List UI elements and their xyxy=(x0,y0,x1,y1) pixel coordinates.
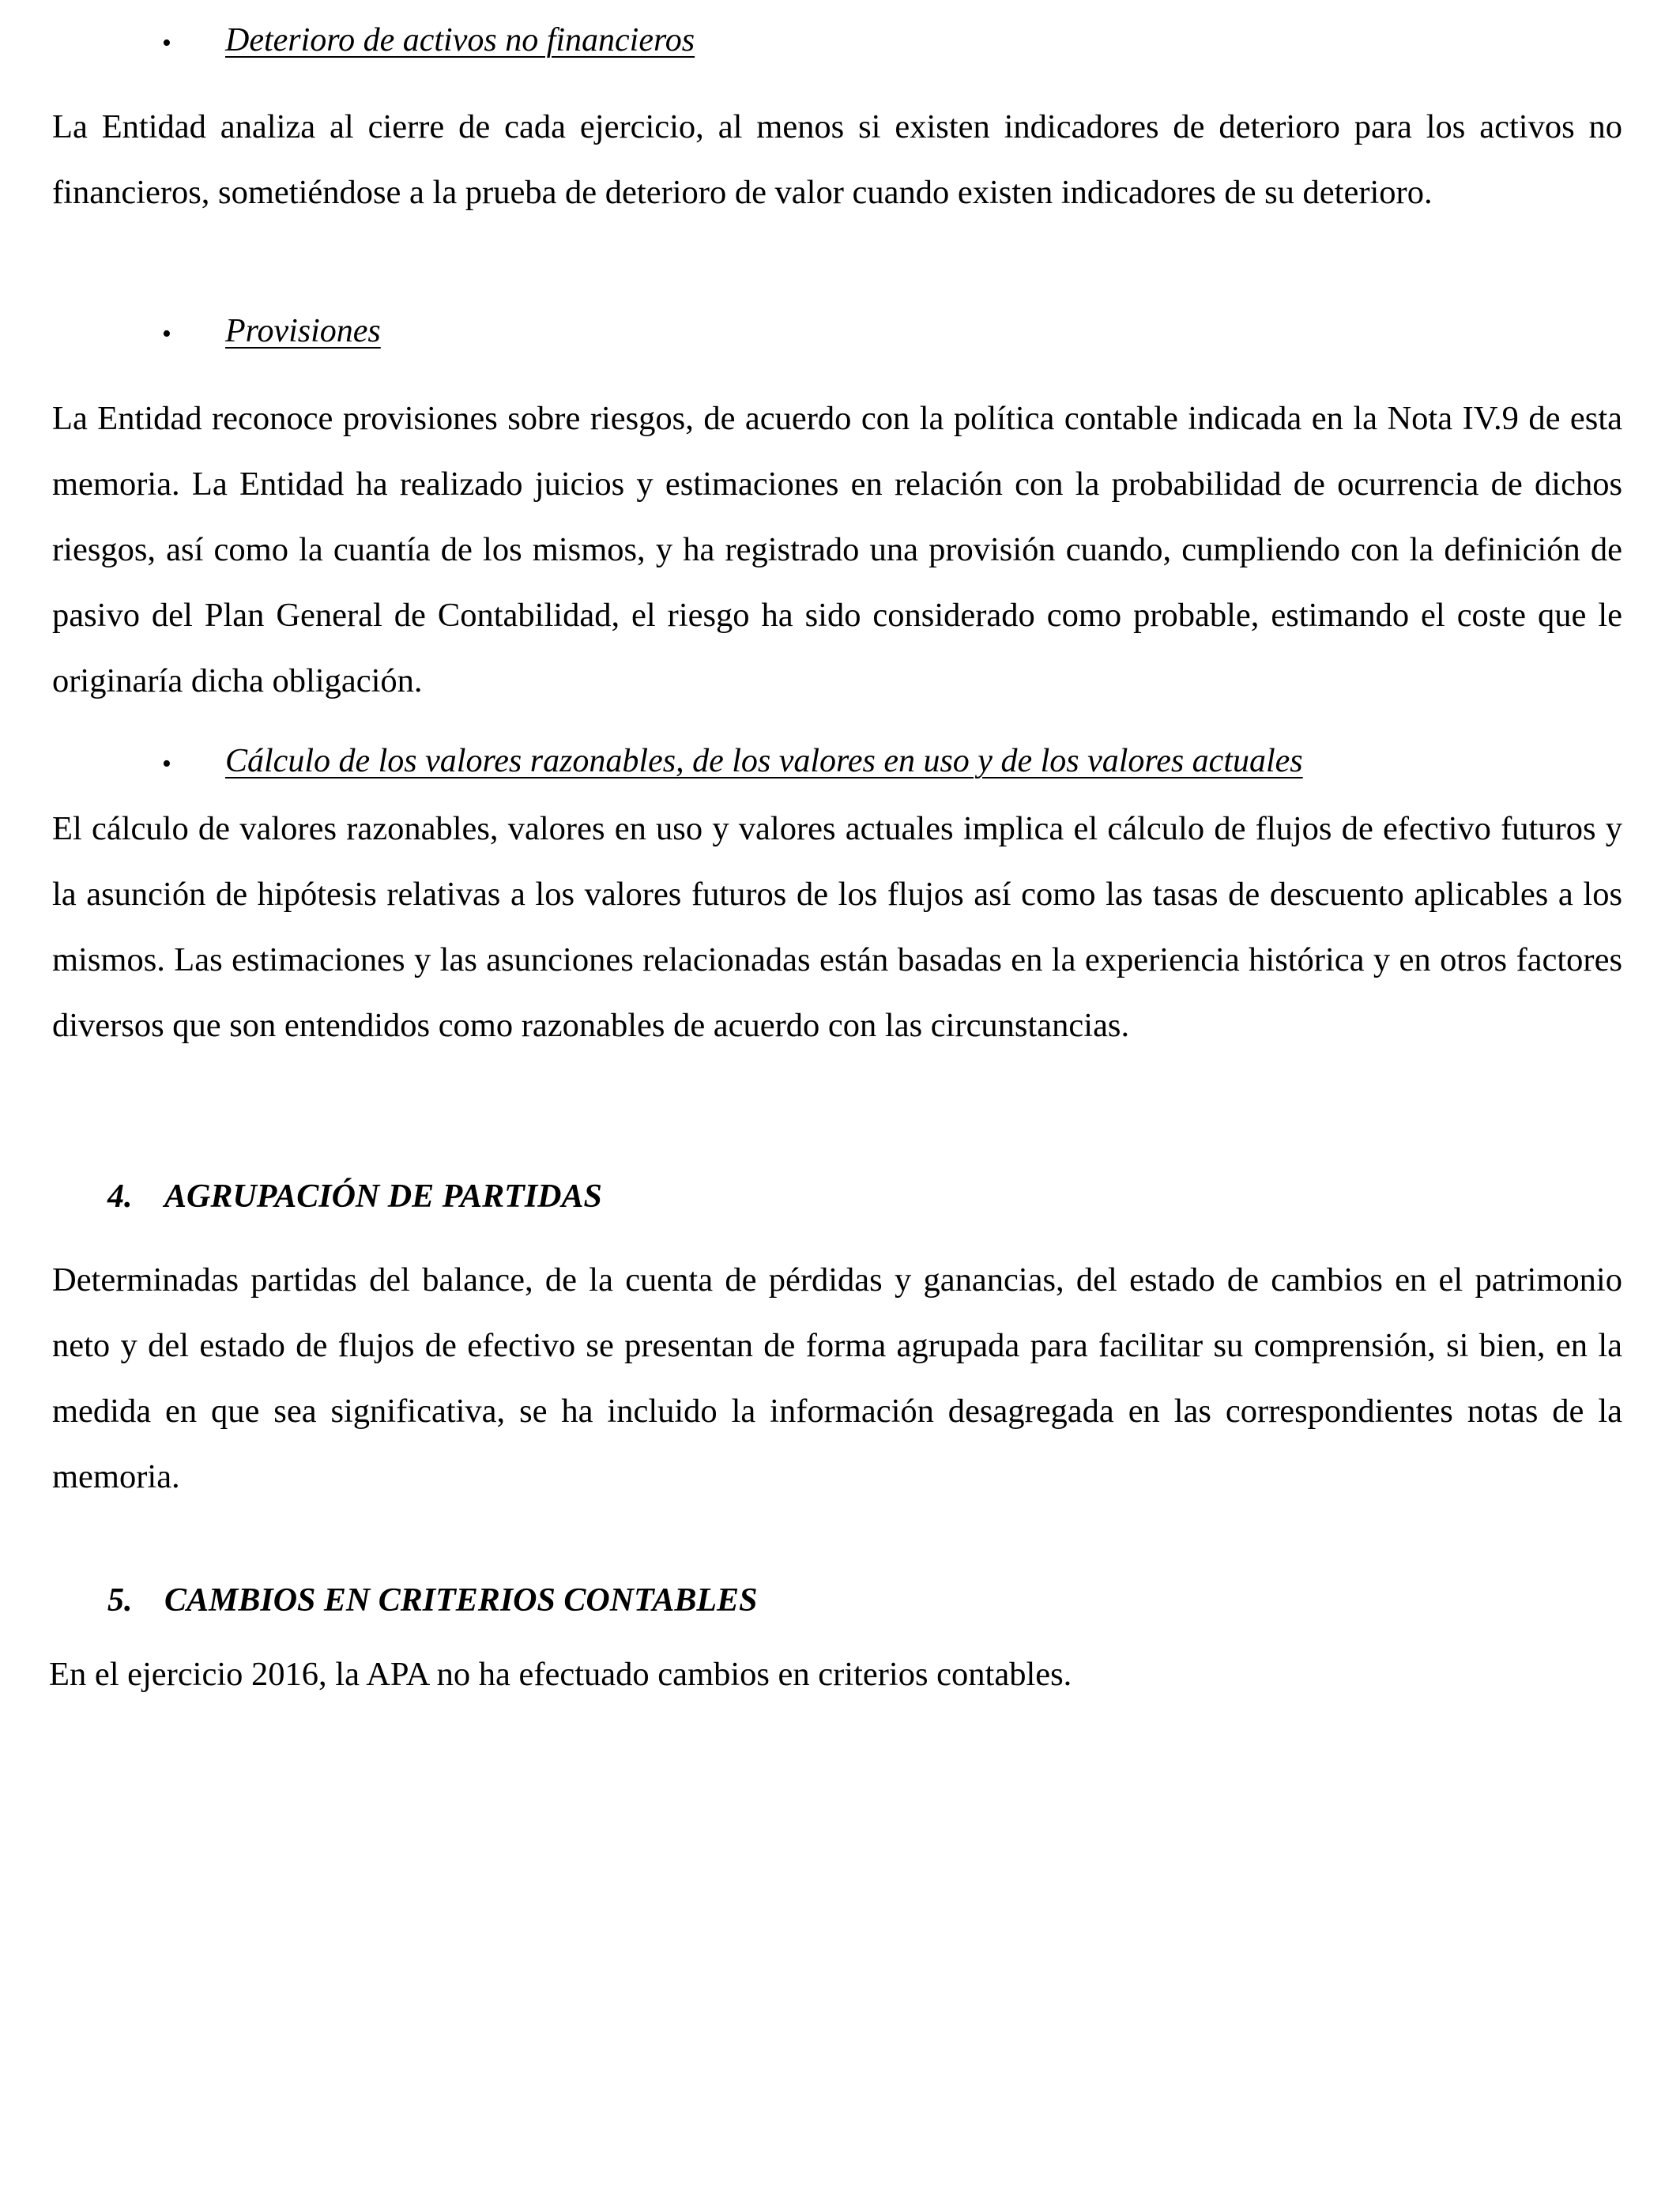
bullet-icon: • xyxy=(162,319,171,349)
paragraph-cambios: En el ejercicio 2016, la APA no ha efectuado cambios en criterios contables. xyxy=(49,1656,1072,1693)
bullet-icon: • xyxy=(162,749,171,778)
bullet-icon: • xyxy=(162,28,171,58)
section-heading-cambios xyxy=(107,1584,757,1617)
bullet-label: Deterioro de activos no financieros xyxy=(225,22,695,58)
section-title: CAMBIOS EN CRITERIOS CONTABLES xyxy=(164,1582,758,1619)
section-title: AGRUPACIÓN DE PARTIDAS xyxy=(164,1178,602,1215)
section-heading-agrupacion xyxy=(107,1180,602,1213)
bullet-label: Cálculo de los valores razonables, de los valores en uso y de los valores actuales xyxy=(225,743,1303,779)
paragraph-agrupacion: Determinadas partidas del balance, de la cuenta de pérdidas y ganancias, del estado de cambios en el patrimonio neto y del estado de flujos de efectivo se presentan de forma agrupada para facilitar su comprensión, si bien, en la medida en que sea significativa, se ha incluido la información desagregada en las correspondientes notas de la memoria. xyxy=(52,1261,1622,1495)
bullet-label: Provisiones xyxy=(225,313,381,349)
section-number: 5. xyxy=(107,1582,133,1619)
paragraph-provisiones: La Entidad reconoce provisiones sobre riesgos, de acuerdo con la política contable indicada en la Nota IV.9 de esta memoria. La Entidad ha realizado juicios y estimaciones en relación con la probabilidad de ocurrencia de dichos riesgos, así como la cuantía de los mismos, y ha registrado una provisión cuando, cumpliendo con la definición de pasivo del Plan General de Contabilidad, el riesgo ha sido considerado como probable, estimando el coste que le originaría dicha obligación. xyxy=(52,400,1622,699)
paragraph-calculo: El cálculo de valores razonables, valores en uso y valores actuales implica el cálculo de flujos de efectivo futuros y la asunción de hipótesis relativas a los valores futuros de los flujos así como las tasas de descuento aplicables a los mismos. Las estimaciones y las asunciones relacionadas están basadas en la experiencia histórica y en otros factores diversos que son entendidos como razonables de acuerdo con las circunstancias. xyxy=(52,810,1622,1044)
section-number: 4. xyxy=(107,1178,133,1215)
paragraph-deterioro: La Entidad analiza al cierre de cada ejercicio, al menos si existen indicadores de deterioro para los activos no financieros, sometiéndose a la prueba de deterioro de valor cuando existen indicadores de su deterioro. xyxy=(52,108,1622,211)
